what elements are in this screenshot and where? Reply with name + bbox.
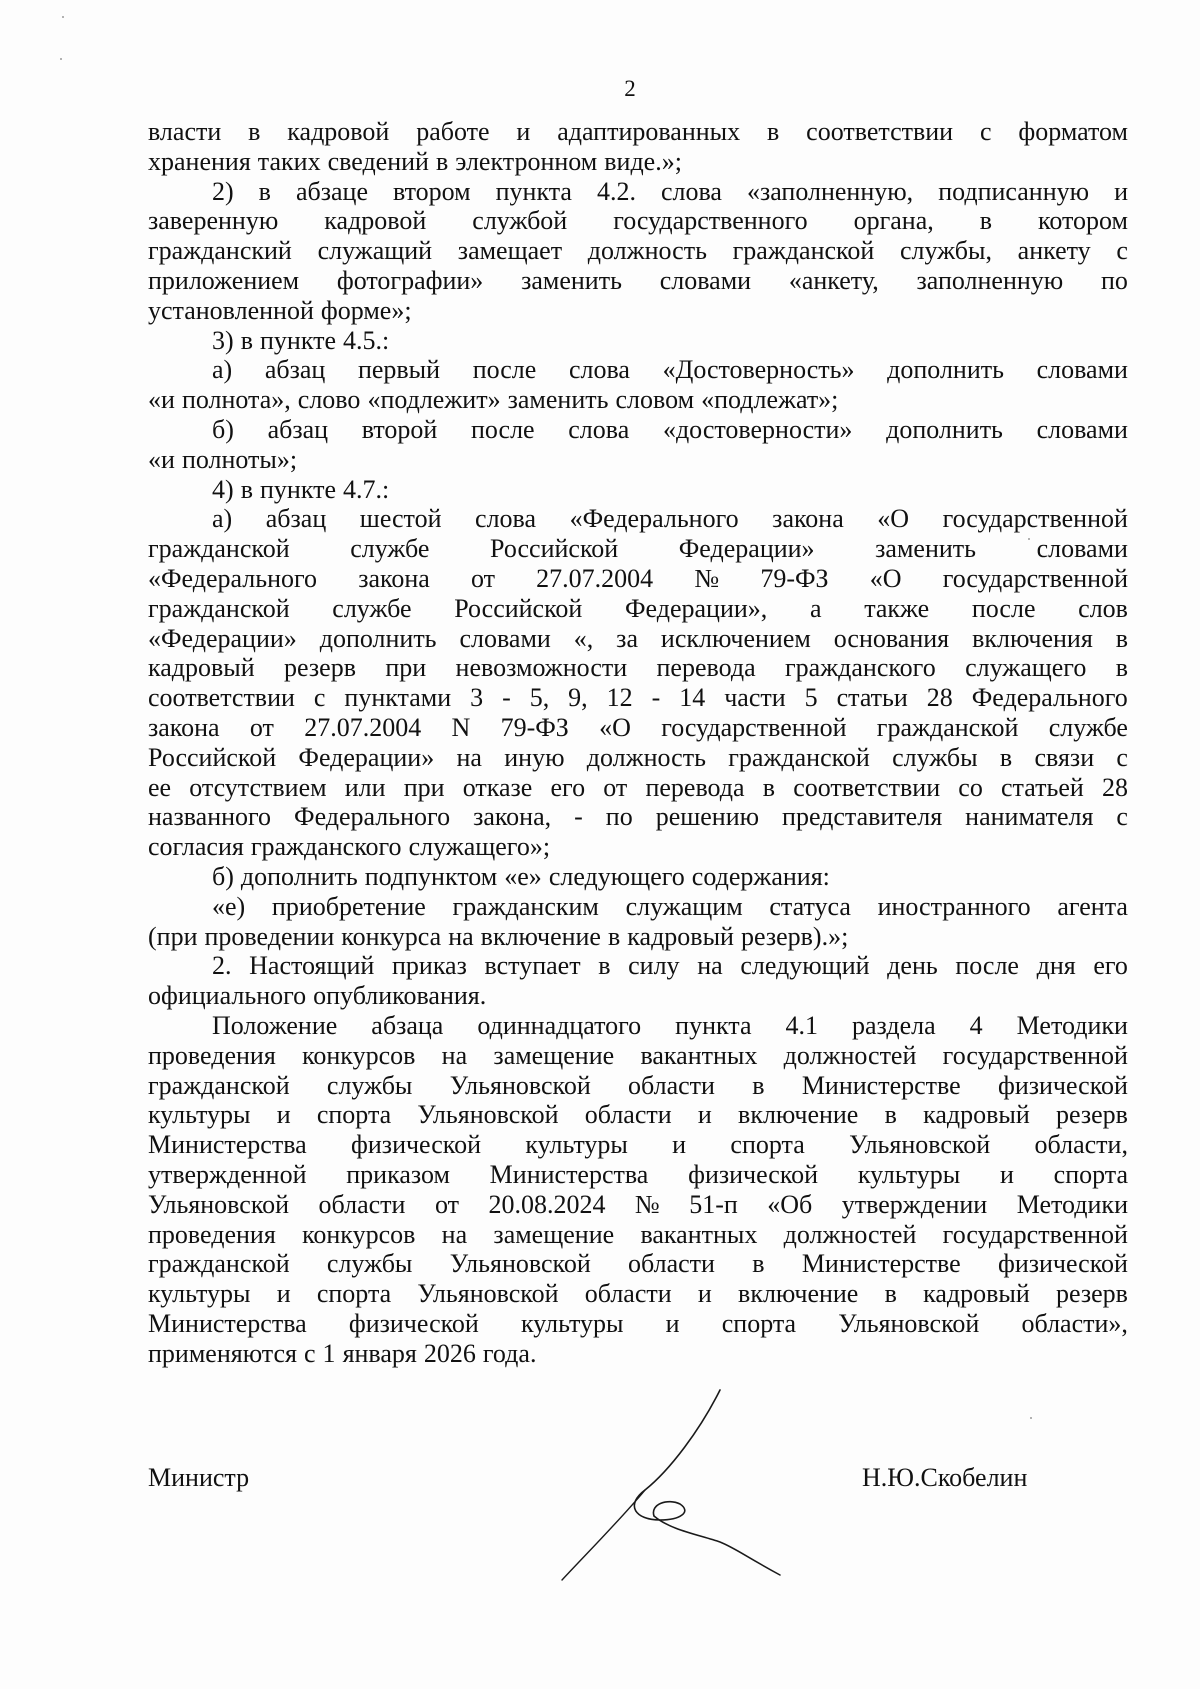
text-line: 4) в пункте 4.7.:: [212, 475, 390, 504]
handwritten-signature: [550, 1370, 830, 1620]
text-line: утвержденной приказом Министерства физической культуры и спорта: [148, 1160, 1128, 1189]
text-line: «Федерации» дополнить словами «, за исключением основания включения в: [148, 624, 1128, 653]
text-line: б) дополнить подпунктом «е» следующего содержания:: [212, 862, 830, 891]
text-line: гражданский служащий замещает должность гражданской службы, анкету с: [148, 236, 1128, 265]
text-line: а) абзац первый после слова «Достоверность» дополнить словами: [212, 355, 1128, 384]
text-line: «и полноты»;: [148, 445, 298, 474]
text-line: власти в кадровой работе и адаптированных в соответствии с форматом: [148, 117, 1128, 146]
text-line: гражданской службе Российской Федерации», а также после слов: [148, 594, 1128, 623]
text-line: закона от 27.07.2004 N 79-ФЗ «О государственной гражданской службе: [148, 713, 1128, 742]
text-line: гражданской службе Российской Федерации» заменить словами: [148, 534, 1128, 563]
text-line: (при проведении конкурса на включение в кадровый резерв).»;: [148, 922, 849, 951]
text-line: «Федерального закона от 27.07.2004 № 79-ФЗ «О государственной: [148, 564, 1128, 593]
text-line: официального опубликования.: [148, 981, 487, 1010]
text-line: Ульяновской области от 20.08.2024 № 51-п «Об утверждении Методики: [148, 1190, 1128, 1219]
text-line: установленной форме»;: [148, 296, 412, 325]
text-line: а) абзац шестой слова «Федерального закона «О государственной: [212, 504, 1128, 533]
text-line: согласия гражданского служащего»;: [148, 832, 551, 861]
text-line: культуры и спорта Ульяновской области и включение в кадровый резерв: [148, 1279, 1128, 1308]
signature-position: Министр: [148, 1463, 250, 1492]
text-line: 2. Настоящий приказ вступает в силу на следующий день после дня его: [212, 951, 1128, 980]
text-line: 3) в пункте 4.5.:: [212, 326, 390, 355]
text-line: заверенную кадровой службой государственного органа, в котором: [148, 206, 1128, 235]
text-line: культуры и спорта Ульяновской области и включение в кадровый резерв: [148, 1100, 1128, 1129]
text-line: Российской Федерации» на иную должность гражданской службы в связи с: [148, 743, 1128, 772]
text-line: ее отсутствием или при отказе его от перевода в соответствии со статьей 28: [148, 773, 1128, 802]
text-line: приложением фотографии» заменить словами «анкету, заполненную по: [148, 266, 1128, 295]
text-line: кадровый резерв при невозможности перевода гражданского служащего в: [148, 653, 1128, 682]
text-line: применяются с 1 января 2026 года.: [148, 1339, 537, 1368]
text-line: хранения таких сведений в электронном виде.»;: [148, 147, 682, 176]
scan-speck: [60, 58, 62, 60]
text-line: названного Федерального закона, - по решению представителя нанимателя с: [148, 802, 1128, 831]
signature-name: Н.Ю.Скобелин: [862, 1463, 1028, 1492]
text-line: гражданской службы Ульяновской области в Министерстве физической: [148, 1071, 1128, 1100]
text-line: «и полнота», слово «подлежит» заменить словом «подлежат»;: [148, 385, 839, 414]
scan-speck: [1030, 1417, 1032, 1419]
page-number: 2: [624, 76, 636, 101]
text-line: Министерства физической культуры и спорта Ульяновской области»,: [148, 1309, 1128, 1338]
text-line: гражданской службы Ульяновской области в Министерстве физической: [148, 1249, 1128, 1278]
scan-speck: [62, 16, 64, 18]
text-line: Положение абзаца одиннадцатого пункта 4.1 раздела 4 Методики: [212, 1011, 1128, 1040]
text-line: Министерства физической культуры и спорта Ульяновской области,: [148, 1130, 1128, 1159]
text-line: «е) приобретение гражданским служащим статуса иностранного агента: [212, 892, 1128, 921]
text-line: проведения конкурсов на замещение вакантных должностей государственной: [148, 1041, 1128, 1070]
text-line: проведения конкурсов на замещение вакантных должностей государственной: [148, 1220, 1128, 1249]
text-line: б) абзац второй после слова «достоверности» дополнить словами: [212, 415, 1128, 444]
text-line: 2) в абзаце втором пункта 4.2. слова «заполненную, подписанную и: [212, 177, 1128, 206]
scan-speck: [1028, 538, 1030, 540]
text-line: соответствии с пунктами 3 - 5, 9, 12 - 14 части 5 статьи 28 Федерального: [148, 683, 1128, 712]
